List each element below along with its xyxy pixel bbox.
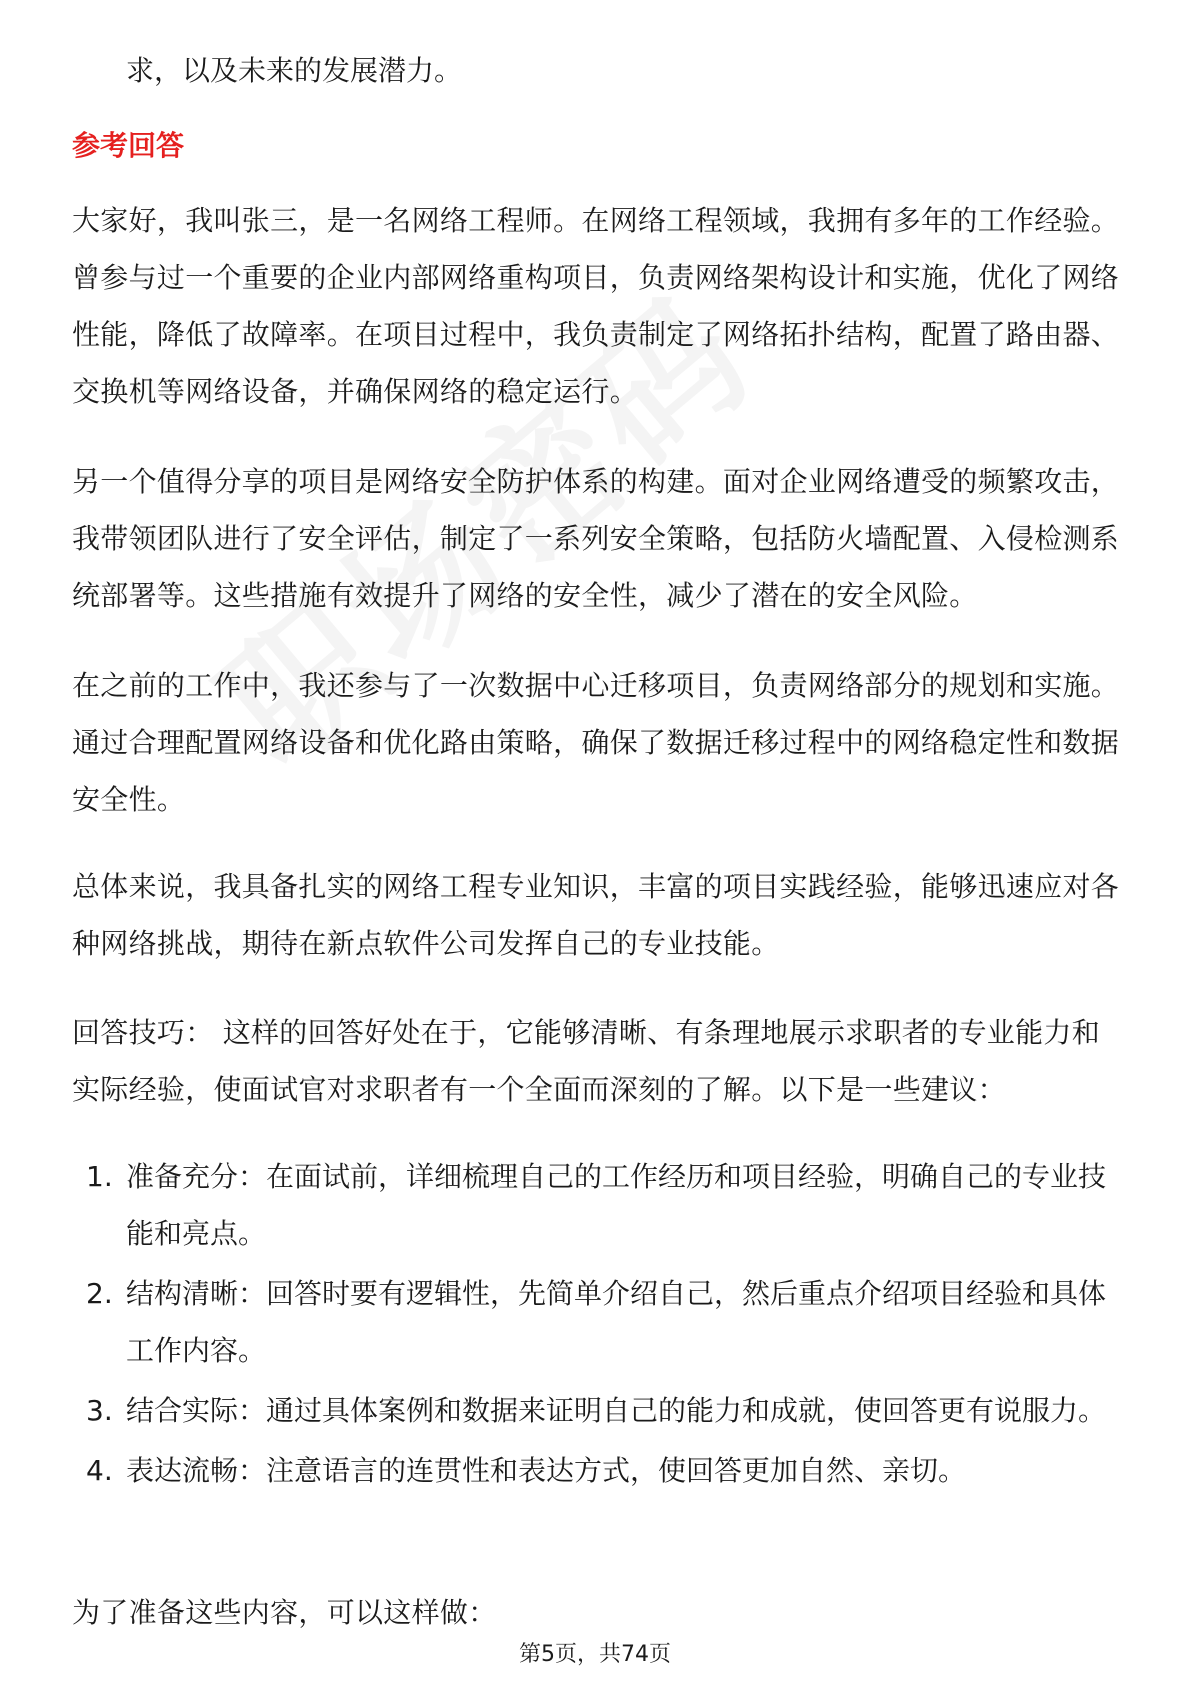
tips-list bbox=[72, 1148, 1120, 1502]
list-item-text: 表达流畅：注意语言的连贯性和表达方式，使回答更加自然、亲切。 bbox=[126, 1454, 967, 1487]
continuation-text: 求，以及未来的发展潜力。 bbox=[126, 54, 463, 87]
answer-paragraph-2: 另一个值得分享的项目是网络安全防护体系的构建。面对企业网络遭受的频繁攻击，我带领团队进行了安全评估，制定了一系列安全策略，包括防火墙配置、入侵检测系统部署等。这些措施有效提升了网络的安全性，减少了潜在的安全风险。 bbox=[72, 465, 1120, 612]
answer-paragraph-3: 在之前的工作中，我还参与了一次数据中心迁移项目，负责网络部分的规划和实施。通过合理配置网络设备和优化路由策略，确保了数据迁移过程中的网络稳定性和数据安全性。 bbox=[72, 669, 1120, 816]
list-item bbox=[72, 1265, 1120, 1379]
answer-paragraph-1: 大家好，我叫张三，是一名网络工程师。在网络工程领域，我拥有多年的工作经验。曾参与过一个重要的企业内部网络重构项目，负责网络架构设计和实施，优化了网络性能，降低了故障率。在项目过程中，我负责制定了网络拓扑结构，配置了路由器、交换机等网络设备，并确保网络的稳定运行。 bbox=[72, 204, 1120, 408]
page-number-footer: 第5页，共74页 bbox=[519, 1642, 671, 1667]
closing-paragraph: 为了准备这些内容，可以这样做： bbox=[72, 1596, 497, 1629]
list-item bbox=[72, 1382, 1120, 1439]
list-number: 2. bbox=[86, 1277, 113, 1310]
list-item bbox=[72, 1148, 1120, 1262]
list-number: 3. bbox=[86, 1394, 113, 1427]
answer-paragraph-4: 总体来说，我具备扎实的网络工程专业知识，丰富的项目实践经验，能够迅速应对各种网络挑战，期待在新点软件公司发挥自己的专业技能。 bbox=[72, 870, 1120, 960]
list-number: 4. bbox=[86, 1454, 113, 1487]
tips-intro-paragraph: 回答技巧： 这样的回答好处在于，它能够清晰、有条理地展示求职者的专业能力和实际经验，使面试官对求职者有一个全面而深刻的了解。以下是一些建议： bbox=[72, 1016, 1101, 1106]
list-item bbox=[72, 1442, 1120, 1499]
list-item-text: 准备充分：在面试前，详细梳理自己的工作经历和项目经验，明确自己的专业技能和亮点。 bbox=[126, 1160, 1107, 1250]
list-item-text: 结合实际：通过具体案例和数据来证明自己的能力和成就，使回答更有说服力。 bbox=[126, 1394, 1107, 1427]
section-heading: 参考回答 bbox=[72, 129, 185, 162]
list-number: 1. bbox=[86, 1160, 113, 1193]
list-item-text: 结构清晰：回答时要有逻辑性，先简单介绍自己，然后重点介绍项目经验和具体工作内容。 bbox=[126, 1277, 1107, 1367]
